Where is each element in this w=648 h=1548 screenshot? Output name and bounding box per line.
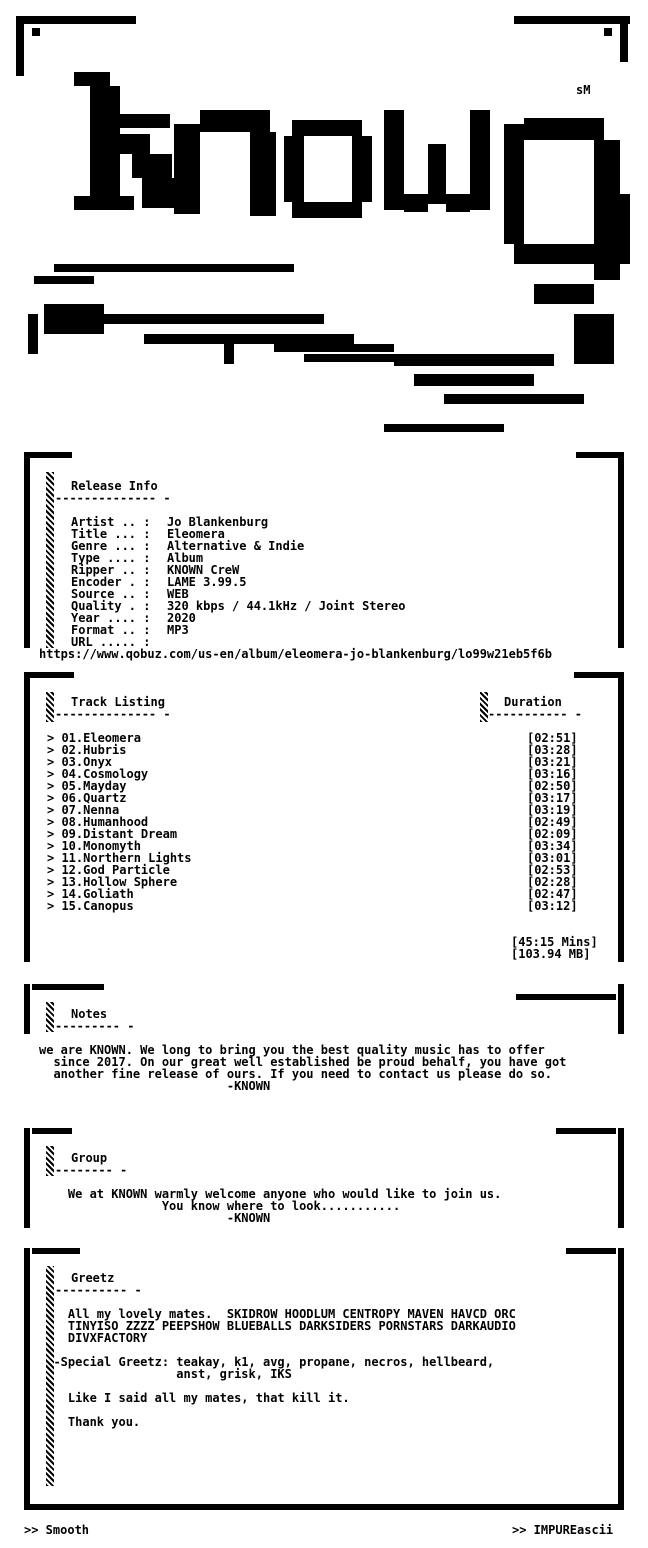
greetz-line: Like I said all my mates, that kill it. — [39, 1391, 350, 1405]
group-line: We at KNOWN warmly welcome anyone who would like to join us. — [39, 1187, 502, 1201]
track-name: > 06.Quartz — [47, 791, 127, 805]
release-field-value: Jo Blankenburg — [167, 515, 269, 529]
release-field-value: KNOWN CreW — [167, 563, 240, 577]
track-name: > 11.Northern Lights — [47, 851, 192, 865]
tracks-underline: -------------- - — [55, 707, 171, 721]
notes-box — [24, 984, 624, 1094]
track-duration: [03:12] — [527, 899, 578, 913]
track-duration: [03:21] — [527, 755, 578, 769]
tracks-heading: Track Listing — [71, 695, 165, 709]
release-field-label: URL ..... : — [71, 635, 151, 649]
track-name: > 03.Onyx — [47, 755, 113, 769]
track-duration: [02:09] — [527, 827, 578, 841]
duration-underline: ----------- - — [488, 707, 582, 721]
track-duration: [03:19] — [527, 803, 578, 817]
group-box — [24, 1128, 624, 1228]
release-field-value: 2020 — [167, 611, 196, 625]
track-listing-box — [24, 672, 624, 962]
release-field-label: Artist .. : — [71, 515, 151, 529]
release-field-label: Format .. : — [71, 623, 151, 637]
release-field-label: Year .... : — [71, 611, 151, 625]
release-field-value: Eleomera — [167, 527, 225, 541]
release-field-value: Alternative & Indie — [167, 539, 305, 553]
track-name: > 01.Eleomera — [47, 731, 141, 745]
footer-left: >> Smooth — [24, 1523, 90, 1537]
release-field-value: Album — [167, 551, 204, 565]
track-name: > 08.Humanhood — [47, 815, 149, 829]
track-name: > 12.God Particle — [47, 863, 170, 877]
track-name: > 14.Goliath — [47, 887, 134, 901]
track-duration: [02:47] — [527, 887, 578, 901]
release-url[interactable]: https://www.qobuz.com/us-en/album/eleomera-jo-blankenburg/lo99w21eb5f6b — [39, 647, 552, 661]
release-heading: Release Info — [71, 479, 158, 493]
greetz-line: anst, grisk, IKS — [39, 1367, 292, 1381]
track-duration: [02:53] — [527, 863, 578, 877]
track-duration: [02:51] — [527, 731, 578, 745]
group-line: -KNOWN — [39, 1211, 271, 1225]
track-duration: [02:50] — [527, 779, 578, 793]
greetz-line: TINYISO ZZZZ PEEPSHOW BLUEBALLS DARKSIDERS PORNSTARS DARKAUDIO — [39, 1319, 516, 1333]
track-name: > 13.Hollow Sphere — [47, 875, 178, 889]
track-name: > 07.Nenna — [47, 803, 120, 817]
release-underline: -------------- - — [55, 491, 171, 505]
greetz-heading: Greetz — [71, 1271, 115, 1285]
greetz-underline: ---------- - — [55, 1283, 142, 1297]
greetz-line: All my lovely mates. SKIDROW HOODLUM CENTROPY MAVEN HAVCD ORC — [39, 1307, 516, 1321]
notes-line: another fine release of ours. If you need to contact us please do so. — [39, 1067, 552, 1081]
release-field-value: 320 kbps / 44.1kHz / Joint Stereo — [167, 599, 406, 613]
release-field-label: Genre ... : — [71, 539, 151, 553]
notes-underline: --------- - — [55, 1019, 135, 1033]
group-underline: -------- - — [55, 1163, 128, 1177]
notes-heading: Notes — [71, 1007, 108, 1021]
release-field-label: Type .... : — [71, 551, 151, 565]
track-name: > 04.Cosmology — [47, 767, 149, 781]
release-field-label: Encoder . : — [71, 575, 151, 589]
greetz-line: Thank you. — [39, 1415, 141, 1429]
total-time: [45:15 Mins] — [511, 935, 598, 949]
release-field-value: WEB — [167, 587, 189, 601]
group-line: You know where to look........... — [39, 1199, 401, 1213]
greetz-box — [24, 1248, 624, 1510]
track-duration: [03:34] — [527, 839, 578, 853]
release-field-label: Source .. : — [71, 587, 151, 601]
logo-signature: sM — [576, 83, 591, 97]
track-duration: [03:16] — [527, 767, 578, 781]
release-field-value: LAME 3.99.5 — [167, 575, 247, 589]
greetz-line: -Special Greetz: teakay, k1, avg, propane, necros, hellbeard, — [39, 1355, 495, 1369]
track-name: > 02.Hubris — [47, 743, 127, 757]
release-field-label: Title ... : — [71, 527, 151, 541]
track-name: > 10.Monomyth — [47, 839, 141, 853]
duration-heading: Duration — [504, 695, 562, 709]
track-duration: [03:17] — [527, 791, 578, 805]
release-field-label: Quality . : — [71, 599, 151, 613]
track-duration: [03:28] — [527, 743, 578, 757]
total-size: [103.94 MB] — [511, 947, 591, 961]
track-duration: [02:49] — [527, 815, 578, 829]
notes-line: -KNOWN — [39, 1079, 271, 1093]
group-heading: Group — [71, 1151, 108, 1165]
track-name: > 15.Canopus — [47, 899, 134, 913]
release-field-label: Ripper .. : — [71, 563, 151, 577]
known-ascii-logo — [14, 14, 634, 444]
notes-line: since 2017. On our great well established be proud behalf, you have got — [39, 1055, 567, 1069]
greetz-line: DIVXFACTORY — [39, 1331, 148, 1345]
notes-line: we are KNOWN. We long to bring you the best quality music has to offer — [39, 1043, 545, 1057]
release-info-box — [24, 450, 624, 648]
track-name: > 05.Mayday — [47, 779, 127, 793]
release-field-value: MP3 — [167, 623, 189, 637]
footer-right: >> IMPUREascii — [512, 1523, 614, 1537]
track-duration: [03:01] — [527, 851, 578, 865]
track-duration: [02:28] — [527, 875, 578, 889]
track-name: > 09.Distant Dream — [47, 827, 178, 841]
